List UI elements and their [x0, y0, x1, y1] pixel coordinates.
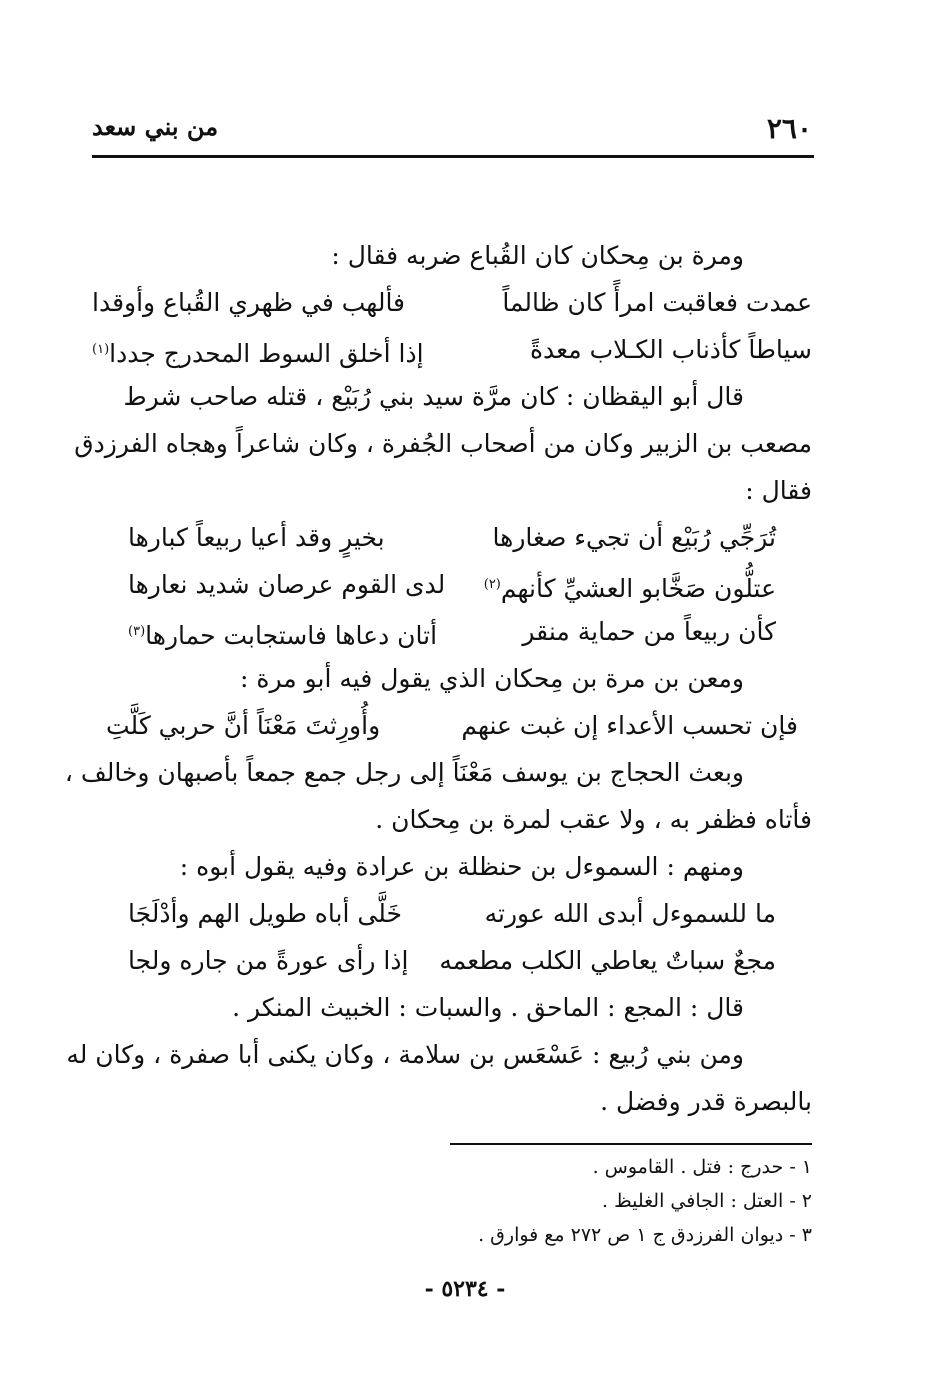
verse-line	[92, 561, 812, 608]
verse-first-hemistich: فإن تحسب الأعداء إن غبت عنهم	[461, 711, 798, 740]
verse-first-hemistich: ما للسموءل أبدى الله عورته	[484, 899, 776, 928]
verse-second-hemistich: لدى القوم عرصان شديد نعارها	[128, 570, 446, 599]
verse-line	[92, 890, 812, 937]
page-header	[92, 112, 812, 152]
page-number: ٢٦٠	[766, 112, 812, 145]
verse-text: أتان دعاها فاستجابت حمارها	[145, 621, 438, 651]
verse-first-hemistich: عمدت فعاقبت امرأً كان ظالماً	[502, 288, 812, 317]
main-text	[64, 232, 812, 1125]
paragraph-line: فقال :	[745, 476, 812, 505]
paragraph-line: ومرة بن مِحكان كان القُباع ضربه فقال :	[331, 241, 744, 270]
verse-text: إذا أخلق السوط المحدرج جددا	[109, 339, 424, 369]
footnote-item: ٣ - ديوان الفرزدق ج ١ ص ٢٧٢ مع فوارق .	[478, 1224, 812, 1246]
verse-text: عتلُّون صَخَّابو العشيِّ كأنهم	[500, 574, 776, 604]
verse-line	[92, 702, 812, 749]
paragraph-line: بالبصرة قدر وفضل .	[600, 1087, 812, 1116]
paragraph-line: ومنهم : السموءل بن حنظلة بن عرادة وفيه يقول أبوه :	[179, 852, 744, 881]
footnote-item: ١ - حدرج : فتل . القاموس .	[592, 1156, 812, 1178]
paragraph-line: فأتاه فظفر به ، ولا عقب لمرة بن مِحكان .	[375, 805, 812, 834]
verse-second-hemistich: وأُورِثتَ مَعْنَاً أنَّ حربي كَلَّتِ	[106, 711, 381, 740]
verse-first-hemistich: سياطاً كأذناب الكـلاب معدةً	[529, 335, 812, 364]
paragraph-line: مصعب بن الزبير وكان من أصحاب الجُفرة ، وكان شاعراً وهجاه الفرزدق	[74, 429, 812, 458]
verse-second-hemistich: إذا رأى عورةً من جاره ولجا	[128, 946, 409, 975]
paragraph-line: ومن بني رُبيع : عَسْعَس بن سلامة ، وكان يكنى أبا صفرة ، وكان له	[66, 1040, 744, 1069]
paragraph-line: ومعن بن مرة بن مِحكان الذي يقول فيه أبو مرة :	[240, 664, 744, 693]
footnote-marker: (١)	[92, 342, 110, 357]
verse-first-hemistich: مجعٌ سباتٌ يعاطي الكلب مطعمه	[439, 946, 776, 975]
paragraph-line: وبعث الحجاج بن يوسف مَعْنَاً إلى رجل جمع جمعاً بأصبهان وخالف ،	[64, 758, 744, 787]
verse-second-hemistich: خَلَّى أباه طويل الهم وأدْلَجَا	[128, 899, 402, 928]
verse-second-hemistich: فألهب في ظهري القُباع وأوقدا	[92, 288, 406, 317]
verse-first-hemistich: كأن ربيعاً من حماية منقر	[522, 617, 776, 646]
footnote-marker: (٢)	[483, 577, 501, 592]
verse-line	[92, 279, 812, 326]
paragraph-line: قال : المجع : الماحق . والسبات : الخبيث المنكر .	[232, 993, 744, 1022]
verse-second-hemistich: بخيرٍ وقد أعيا ربيعاً كبارها	[128, 523, 385, 552]
verse-line	[92, 326, 812, 373]
footnote-item: ٢ - العتل : الجافي الغليظ .	[601, 1190, 812, 1212]
running-title: من بني سعد	[92, 112, 219, 141]
footnotes	[312, 1150, 812, 1252]
folio-number: - ٥٢٣٤ -	[424, 1276, 506, 1302]
verse-line	[92, 514, 812, 561]
verse-first-hemistich	[484, 561, 776, 608]
verse-first-hemistich: تُرَجِّي رُبَيْع أن تجيء صغارها	[492, 523, 776, 552]
verse-line	[92, 608, 812, 655]
verse-second-hemistich	[92, 326, 424, 373]
verse-line	[92, 937, 812, 984]
footnote-marker: (٣)	[128, 624, 146, 639]
verse-second-hemistich	[128, 608, 437, 655]
header-rule	[92, 155, 814, 158]
footnote-rule	[450, 1143, 812, 1145]
paragraph-line: قال أبو اليقظان : كان مرَّة سيد بني رُبَيْع ، قتله صاحب شرط	[123, 382, 744, 411]
